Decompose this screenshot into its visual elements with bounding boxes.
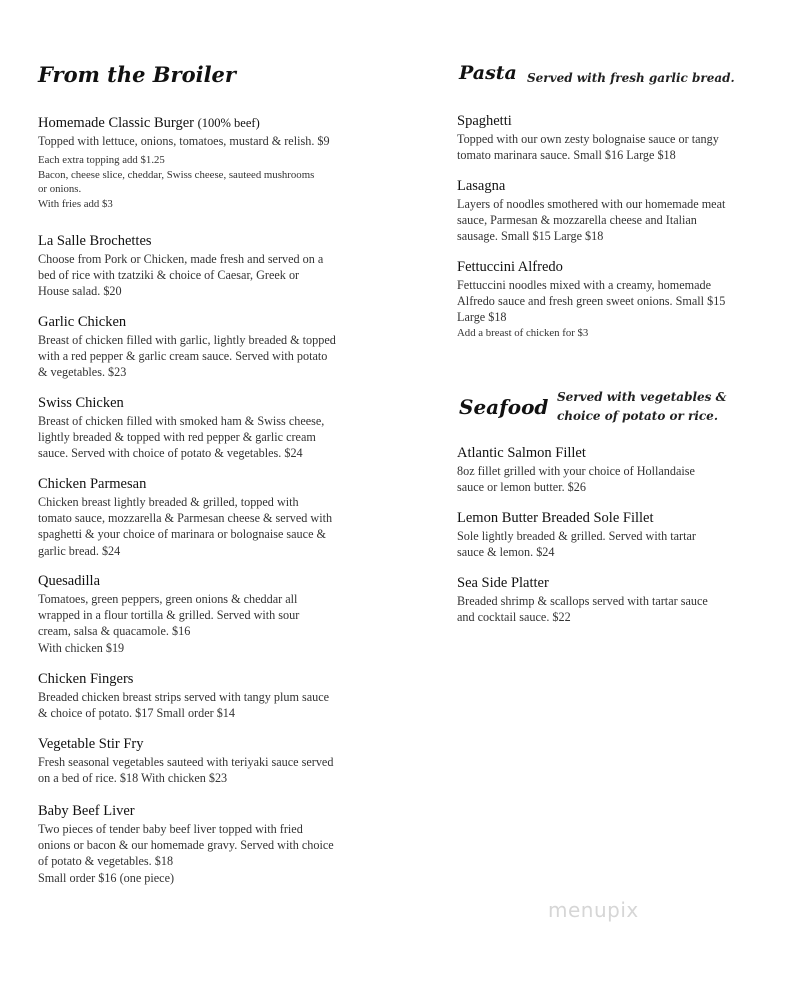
item-name: Atlantic Salmon Fillet: [457, 445, 586, 461]
seafood-title: Seafood: [459, 395, 549, 419]
item-description: Choose from Pork or Chicken, made fresh and served on a bed of rice with tzatziki & choice of Caesar, Greek or House salad. $20: [38, 252, 324, 299]
item-name: Chicken Fingers: [38, 671, 134, 687]
item-name: Lasagna: [457, 178, 506, 194]
pasta-subtitle: Served with fresh garlic bread.: [527, 71, 735, 85]
item-name: Sea Side Platter: [457, 575, 549, 591]
menu-item: [457, 258, 777, 340]
menu-item: [38, 394, 383, 462]
item-name: Quesadilla: [38, 573, 101, 589]
menu-item: [457, 444, 777, 495]
item-note: Each extra topping add $1.25 Bacon, cheese slice, cheddar, Swiss cheese, sauteed mushrooms or onions. With fries add $3: [38, 154, 315, 210]
item-description: Topped with our own zesty bolognaise sauce or tangy tomato marinara sauce. Small $16 Large $18: [457, 132, 719, 163]
menu-item: [38, 475, 383, 559]
item-description: Layers of noodles smothered with our homemade meat sauce, Parmesan & mozzarella cheese and Italian sausage. Small $15 Large $18: [457, 197, 726, 244]
item-name: Baby Beef Liver: [38, 803, 135, 819]
item-description: Breaded chicken breast strips served with tangy plum sauce & choice of potato. $17 Small order $14: [38, 690, 330, 721]
menupix-watermark: menupix: [548, 898, 639, 922]
seafood-subtitle: Served with vegetables & choice of potato or rice.: [557, 390, 727, 423]
item-name: Vegetable Stir Fry: [38, 736, 144, 752]
menu-item: [457, 574, 777, 625]
item-description: Two pieces of tender baby beef liver topped with fried onions or bacon & our homemade gravy. Served with choice of potato & vegetables. $18 Small order $16 (one piece): [38, 822, 334, 885]
item-name: Chicken Parmesan: [38, 476, 147, 492]
menu-item: [457, 177, 777, 245]
menu-item: [38, 313, 383, 381]
broiler-title: From the Broiler: [38, 62, 236, 87]
item-name: Spaghetti: [457, 113, 512, 129]
menu-item: [457, 112, 777, 163]
menu-item: [38, 670, 383, 721]
item-name: La Salle Brochettes: [38, 233, 152, 249]
item-name: Homemade Classic Burger: [38, 115, 194, 131]
item-description: Fresh seasonal vegetables sauteed with teriyaki sauce served on a bed of rice. $18 With chicken $23: [38, 755, 334, 786]
item-description: Breast of chicken filled with garlic, lightly breaded & topped with a red pepper & garlic cream sauce. Served with potato & vegetables. $23: [38, 333, 336, 380]
menu-item: [38, 735, 383, 786]
item-name: Fettuccini Alfredo: [457, 259, 563, 275]
menu-item: [38, 802, 383, 886]
menu-item: [38, 114, 383, 211]
item-description: Chicken breast lightly breaded & grilled, topped with tomato sauce, mozzarella & Parmesan cheese & served with spaghetti & your choice of marinara or bolognaise sauce & garlic bread. $24: [38, 495, 333, 558]
menu-item: [457, 509, 777, 560]
item-name: Swiss Chicken: [38, 395, 124, 411]
item-description: Breaded shrimp & scallops served with tartar sauce and cocktail sauce. $22: [457, 594, 708, 625]
item-description: 8oz fillet grilled with your choice of Hollandaise sauce or lemon butter. $26: [457, 464, 695, 495]
item-name: Lemon Butter Breaded Sole Fillet: [457, 510, 654, 526]
item-note: Add a breast of chicken for $3: [457, 326, 589, 339]
item-name: Garlic Chicken: [38, 314, 127, 330]
menu-item: [38, 572, 383, 656]
item-description: Tomatoes, green peppers, green onions & cheddar all wrapped in a flour tortilla & grilled. Served with sour cream, salsa & quacamole. $16 With chicken $19: [38, 592, 300, 655]
item-description: Fettuccini noodles mixed with a creamy, homemade Alfredo sauce and fresh green sweet onions. Small $15 Large $18: [457, 278, 726, 325]
item-name-extra: (100% beef): [197, 116, 260, 130]
menu-item: [38, 232, 383, 300]
item-description: Breast of chicken filled with smoked ham & Swiss cheese, lightly breaded & topped with red pepper & garlic cream sauce. Served with choice of potato & vegetables. $24: [38, 414, 325, 461]
pasta-title: Pasta: [459, 62, 517, 84]
item-description: Sole lightly breaded & grilled. Served with tartar sauce & lemon. $24: [457, 529, 696, 560]
item-description: Topped with lettuce, onions, tomatoes, mustard & relish. $9: [38, 134, 330, 148]
